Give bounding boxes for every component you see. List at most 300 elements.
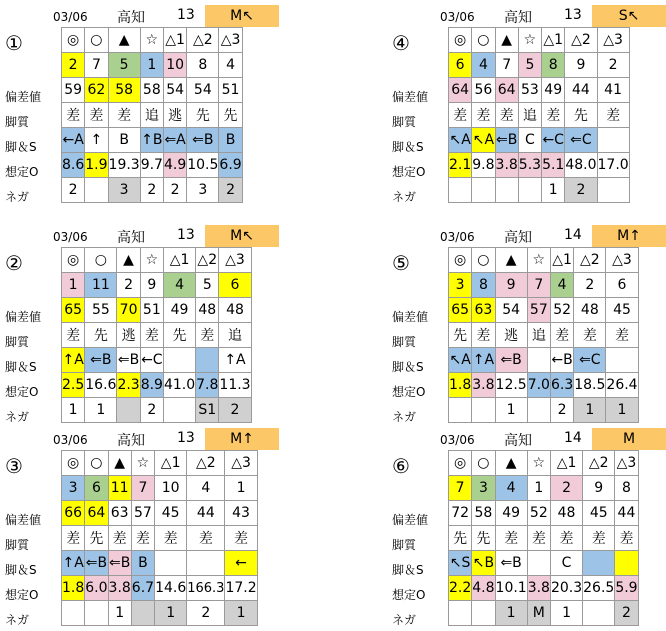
table-row (449, 398, 639, 423)
row-label: 脚＆S (5, 360, 37, 374)
prediction-table (61, 450, 258, 626)
table-cell: 差 (495, 526, 527, 551)
table-cell: ▲ (495, 248, 527, 273)
table-cell: 48.0 (565, 153, 597, 178)
race-date: 03/06 (440, 10, 475, 24)
table-cell: 9.7 (140, 153, 163, 178)
row-label: ネガ (392, 613, 417, 627)
table-row (449, 476, 639, 501)
table-cell: 6 (219, 273, 251, 298)
race-mark: M↑ (205, 428, 279, 450)
race-date: 03/06 (440, 433, 475, 447)
table-cell: 4.9 (163, 153, 186, 178)
table-cell: 8.6 (62, 153, 85, 178)
table-row (62, 298, 252, 323)
table-cell (495, 178, 518, 203)
table-cell: ⇐B (117, 348, 140, 373)
row-label: 脚＆S (5, 140, 37, 154)
table-cell: 差 (449, 103, 472, 128)
table-cell: 8 (187, 53, 219, 78)
table-cell: 6 (85, 476, 108, 501)
table-cell: ⇐C (574, 348, 606, 373)
race-race: 13 (177, 227, 195, 243)
table-cell: ←A (62, 128, 85, 153)
table-cell: 58 (472, 501, 495, 526)
row-label: 想定O (392, 385, 426, 399)
table-cell (187, 551, 225, 576)
table-cell: ↖S (449, 551, 472, 576)
table-cell: ↑A (62, 348, 85, 373)
table-cell: 45 (583, 501, 615, 526)
table-cell: 1 (550, 601, 582, 626)
table-cell: 64 (85, 501, 108, 526)
table-cell: 3 (62, 476, 85, 501)
table-cell: 2.1 (449, 153, 472, 178)
table-row (62, 178, 243, 203)
table-cell: ○ (85, 248, 117, 273)
prediction-table (61, 27, 243, 203)
table-cell (449, 601, 472, 626)
table-cell: 差 (187, 526, 225, 551)
table-cell: 3.8 (495, 153, 518, 178)
table-row (62, 601, 258, 626)
race-venue: 高知 (117, 10, 145, 26)
table-cell: 20.3 (550, 576, 582, 601)
prediction-table (448, 450, 639, 626)
table-cell: 2.5 (62, 373, 85, 398)
table-row (449, 178, 630, 203)
race-race: 14 (564, 430, 582, 446)
table-cell: △3 (597, 28, 629, 53)
panel-header (5, 428, 315, 450)
table-cell (606, 348, 638, 373)
table-row (62, 273, 252, 298)
table-cell: 先 (85, 526, 108, 551)
table-cell: ◎ (62, 451, 85, 476)
table-cell: △2 (187, 28, 219, 53)
row-label: 偏差値 (392, 513, 429, 527)
row-label: 脚＆S (5, 563, 37, 577)
table-cell: 1 (225, 601, 257, 626)
table-cell (518, 178, 541, 203)
table-row (449, 501, 639, 526)
table-cell: ◎ (62, 28, 85, 53)
table-row (62, 501, 258, 526)
table-cell: ↖B (472, 551, 495, 576)
table-row (62, 526, 258, 551)
table-cell: ⇐B (495, 128, 518, 153)
table-cell: ○ (472, 248, 495, 273)
table-cell: ⇐B (85, 348, 117, 373)
table-cell: 先 (163, 323, 195, 348)
table-cell: 64 (449, 78, 472, 103)
table-cell: 70 (117, 298, 140, 323)
table-cell: 差 (85, 103, 108, 128)
table-cell: ☆ (131, 451, 154, 476)
table-cell: 9 (565, 53, 597, 78)
table-cell: 追 (140, 103, 163, 128)
table-cell: 2 (597, 53, 629, 78)
table-cell (527, 551, 550, 576)
table-cell: 2 (62, 178, 85, 203)
table-cell: 1.8 (62, 576, 85, 601)
table-row (62, 451, 258, 476)
table-cell: ▲ (117, 248, 140, 273)
table-cell: △2 (583, 451, 615, 476)
table-cell: 6 (606, 273, 638, 298)
table-cell: △3 (606, 248, 638, 273)
race-date: 03/06 (53, 10, 88, 24)
table-cell: 48 (574, 298, 606, 323)
table-row (62, 398, 252, 423)
table-cell: 10.1 (495, 576, 527, 601)
table-cell: 17.0 (597, 153, 629, 178)
table-cell: 追 (527, 323, 550, 348)
table-cell: 逃 (163, 103, 186, 128)
table-cell: △2 (187, 451, 225, 476)
table-cell: 56 (472, 78, 495, 103)
table-cell: 2 (187, 601, 225, 626)
table-cell: 49 (495, 501, 527, 526)
table-cell: 4.8 (472, 576, 495, 601)
table-cell: △3 (615, 451, 638, 476)
race-mark: M↖ (205, 5, 279, 27)
race-venue: 高知 (504, 433, 532, 449)
table-cell: 9 (583, 476, 615, 501)
table-cell: B (219, 128, 242, 153)
table-cell (155, 551, 187, 576)
table-cell: ◎ (62, 248, 85, 273)
table-cell: 差 (140, 323, 163, 348)
table-cell: 5 (518, 53, 541, 78)
table-row (62, 348, 252, 373)
table-cell: ⇐C (565, 128, 597, 153)
table-cell: ↑A (472, 348, 495, 373)
table-cell: ⇐B (85, 551, 108, 576)
table-cell: ☆ (140, 248, 163, 273)
table-cell: 72 (449, 501, 472, 526)
row-label: 偏差値 (392, 90, 429, 104)
table-cell: 48 (219, 298, 251, 323)
table-cell: 2 (550, 398, 573, 423)
table-cell: 12.5 (495, 373, 527, 398)
table-cell: 4 (472, 53, 495, 78)
table-cell: S1 (196, 398, 219, 423)
table-cell: 5 (108, 53, 140, 78)
row-label: 脚質 (5, 538, 30, 552)
table-cell (472, 601, 495, 626)
row-label: 想定O (5, 588, 39, 602)
table-cell: 65 (62, 298, 85, 323)
table-cell: △3 (219, 248, 251, 273)
table-row (449, 373, 639, 398)
table-cell: 51 (219, 78, 242, 103)
table-cell: 57 (131, 501, 154, 526)
table-cell: 10 (155, 476, 187, 501)
table-cell: 逃 (117, 323, 140, 348)
table-cell: 1 (225, 476, 257, 501)
table-row (449, 601, 639, 626)
table-cell: ↑ (85, 128, 108, 153)
table-cell: ← (225, 551, 257, 576)
prediction-table (448, 247, 639, 423)
table-cell (449, 178, 472, 203)
table-cell: ↖A (449, 348, 472, 373)
table-cell: B (131, 551, 154, 576)
table-cell: 7 (85, 53, 108, 78)
table-cell (615, 551, 638, 576)
table-cell: 差 (472, 103, 495, 128)
table-cell: 16.6 (85, 373, 117, 398)
prediction-table (448, 27, 630, 203)
table-cell: △3 (225, 451, 257, 476)
table-cell: 63 (472, 298, 495, 323)
table-cell: ⇐B (108, 551, 131, 576)
table-cell: 追 (518, 103, 541, 128)
row-label: 脚＆S (392, 563, 424, 577)
table-cell: C (550, 551, 582, 576)
table-cell: 58 (140, 78, 163, 103)
table-cell: 7 (449, 476, 472, 501)
table-cell: 7.8 (196, 373, 219, 398)
table-cell: 差 (108, 526, 131, 551)
table-cell: 差 (495, 103, 518, 128)
table-cell: 6 (449, 53, 472, 78)
table-cell: 45 (155, 501, 187, 526)
table-cell: 1 (495, 601, 527, 626)
panel-header (392, 225, 666, 247)
table-cell: 2 (550, 476, 582, 501)
table-cell: 差 (550, 323, 573, 348)
table-row (449, 348, 639, 373)
table-cell: 1 (606, 398, 638, 423)
table-cell: 差 (108, 103, 140, 128)
table-cell: 1 (108, 601, 131, 626)
row-label: 脚質 (392, 538, 417, 552)
table-row (449, 298, 639, 323)
table-cell: 7 (495, 53, 518, 78)
table-cell: 差 (574, 323, 606, 348)
row-label: 脚質 (392, 115, 417, 129)
table-cell: 2 (574, 273, 606, 298)
table-cell: ↑A (62, 551, 85, 576)
table-cell: 65 (449, 298, 472, 323)
table-cell: 58 (108, 78, 140, 103)
table-cell: 17.2 (225, 576, 257, 601)
table-cell: 18.5 (574, 373, 606, 398)
row-label: 脚＆S (392, 360, 424, 374)
table-cell: 49 (542, 78, 565, 103)
table-cell: 11 (85, 273, 117, 298)
table-cell: 差 (583, 526, 615, 551)
panel-header (5, 225, 315, 247)
table-cell: 52 (527, 501, 550, 526)
table-cell: 差 (196, 323, 219, 348)
table-row (62, 103, 243, 128)
table-cell: 2 (565, 178, 597, 203)
table-cell: ↑A (219, 348, 251, 373)
row-label: 脚質 (5, 335, 30, 349)
table-cell: 1 (495, 398, 527, 423)
table-row (449, 551, 639, 576)
table-row (449, 28, 630, 53)
table-cell: 54 (163, 78, 186, 103)
row-label: ネガ (5, 190, 30, 204)
table-cell: 11 (108, 476, 131, 501)
panel-header (5, 5, 315, 27)
table-cell: 1 (62, 398, 85, 423)
race-venue: 高知 (504, 230, 532, 246)
row-label: 偏差値 (5, 310, 42, 324)
table-cell: ☆ (518, 28, 541, 53)
table-cell: 19.3 (108, 153, 140, 178)
table-cell: 63 (108, 501, 131, 526)
table-cell: 差 (527, 526, 550, 551)
table-cell: ▲ (495, 28, 518, 53)
table-cell: 4 (219, 53, 242, 78)
table-cell: 59 (62, 78, 85, 103)
table-cell: 1.9 (85, 153, 108, 178)
table-cell: 48 (196, 298, 219, 323)
table-cell: △1 (163, 248, 195, 273)
table-cell: ⇐B (495, 551, 527, 576)
table-row (62, 128, 243, 153)
panel-number: ① (5, 31, 23, 55)
table-cell: 7 (527, 273, 550, 298)
table-cell: 9 (140, 273, 163, 298)
table-row (449, 78, 630, 103)
table-cell: 4 (495, 476, 527, 501)
table-cell: 差 (62, 526, 85, 551)
table-row (62, 323, 252, 348)
panel-number: ④ (392, 31, 410, 55)
table-cell: 3.8 (108, 576, 131, 601)
table-cell: 66 (62, 501, 85, 526)
table-row (62, 78, 243, 103)
table-row (449, 526, 639, 551)
table-cell: 6.3 (550, 373, 573, 398)
table-cell: △2 (574, 248, 606, 273)
table-cell: 2 (140, 178, 163, 203)
table-cell: 53 (518, 78, 541, 103)
table-cell: 1 (574, 398, 606, 423)
table-cell: 44 (565, 78, 597, 103)
table-cell (196, 348, 219, 373)
table-cell: ↖A (472, 128, 495, 153)
table-cell: ▲ (495, 451, 527, 476)
table-cell: 52 (550, 298, 573, 323)
table-cell: 先 (565, 103, 597, 128)
table-cell (583, 551, 615, 576)
table-cell: ⇐B (495, 348, 527, 373)
race-date: 03/06 (440, 230, 475, 244)
race-venue: 高知 (117, 433, 145, 449)
table-cell: 49 (163, 298, 195, 323)
table-cell: 54 (187, 78, 219, 103)
table-cell: 1 (62, 273, 85, 298)
table-cell: 1 (542, 178, 565, 203)
table-cell: 2 (163, 178, 186, 203)
table-row (449, 53, 630, 78)
table-cell: 4 (187, 476, 225, 501)
race-mark: S↖ (592, 5, 666, 27)
row-label: 想定O (392, 165, 426, 179)
table-row (449, 576, 639, 601)
table-cell: 2 (117, 273, 140, 298)
table-row (62, 153, 243, 178)
table-cell: 5.1 (542, 153, 565, 178)
table-row (62, 28, 243, 53)
table-cell: ↖A (449, 128, 472, 153)
table-cell (449, 398, 472, 423)
table-row (449, 451, 639, 476)
table-cell: 41.0 (163, 373, 195, 398)
race-venue: 高知 (117, 230, 145, 246)
table-cell (85, 601, 108, 626)
table-cell: 差 (472, 323, 495, 348)
table-cell: 3 (187, 178, 219, 203)
table-cell: 差 (62, 103, 85, 128)
race-race: 14 (564, 227, 582, 243)
table-cell: △1 (542, 28, 565, 53)
row-label: ネガ (392, 190, 417, 204)
row-label: ネガ (392, 410, 417, 424)
race-race: 13 (564, 7, 582, 23)
race-date: 03/06 (53, 230, 88, 244)
table-cell: 1.8 (449, 373, 472, 398)
table-cell: 差 (542, 103, 565, 128)
table-cell: 先 (472, 526, 495, 551)
table-cell: 41 (597, 78, 629, 103)
table-cell (472, 178, 495, 203)
table-row (449, 273, 639, 298)
table-row (62, 53, 243, 78)
panel-number: ⑥ (392, 454, 410, 478)
table-cell: 10.5 (187, 153, 219, 178)
table-cell: ⇐B (187, 128, 219, 153)
table-row (449, 153, 630, 178)
table-cell: 先 (187, 103, 219, 128)
table-cell: ↑B (140, 128, 163, 153)
race-race: 13 (177, 430, 195, 446)
table-row (62, 476, 258, 501)
table-cell: 54 (495, 298, 527, 323)
table-cell: ○ (472, 451, 495, 476)
table-cell: 7.0 (527, 373, 550, 398)
table-row (449, 128, 630, 153)
table-cell: 8 (472, 273, 495, 298)
table-cell: 7 (131, 476, 154, 501)
race-mark: M (592, 428, 666, 450)
table-cell: 6.9 (219, 153, 242, 178)
table-cell: 8.9 (140, 373, 163, 398)
table-cell: 2.3 (117, 373, 140, 398)
race-mark: M↖ (205, 225, 279, 247)
table-cell: ○ (472, 28, 495, 53)
table-cell: ○ (85, 28, 108, 53)
table-cell: 先 (449, 323, 472, 348)
table-cell: 11.3 (219, 373, 251, 398)
table-cell: 先 (449, 526, 472, 551)
table-cell: 9 (495, 273, 527, 298)
race-venue: 高知 (504, 10, 532, 26)
table-cell (527, 348, 550, 373)
row-label: 想定O (5, 165, 39, 179)
panel-number: ⑤ (392, 251, 410, 275)
table-cell: 64 (495, 78, 518, 103)
table-cell: ▲ (108, 28, 140, 53)
table-cell (472, 398, 495, 423)
